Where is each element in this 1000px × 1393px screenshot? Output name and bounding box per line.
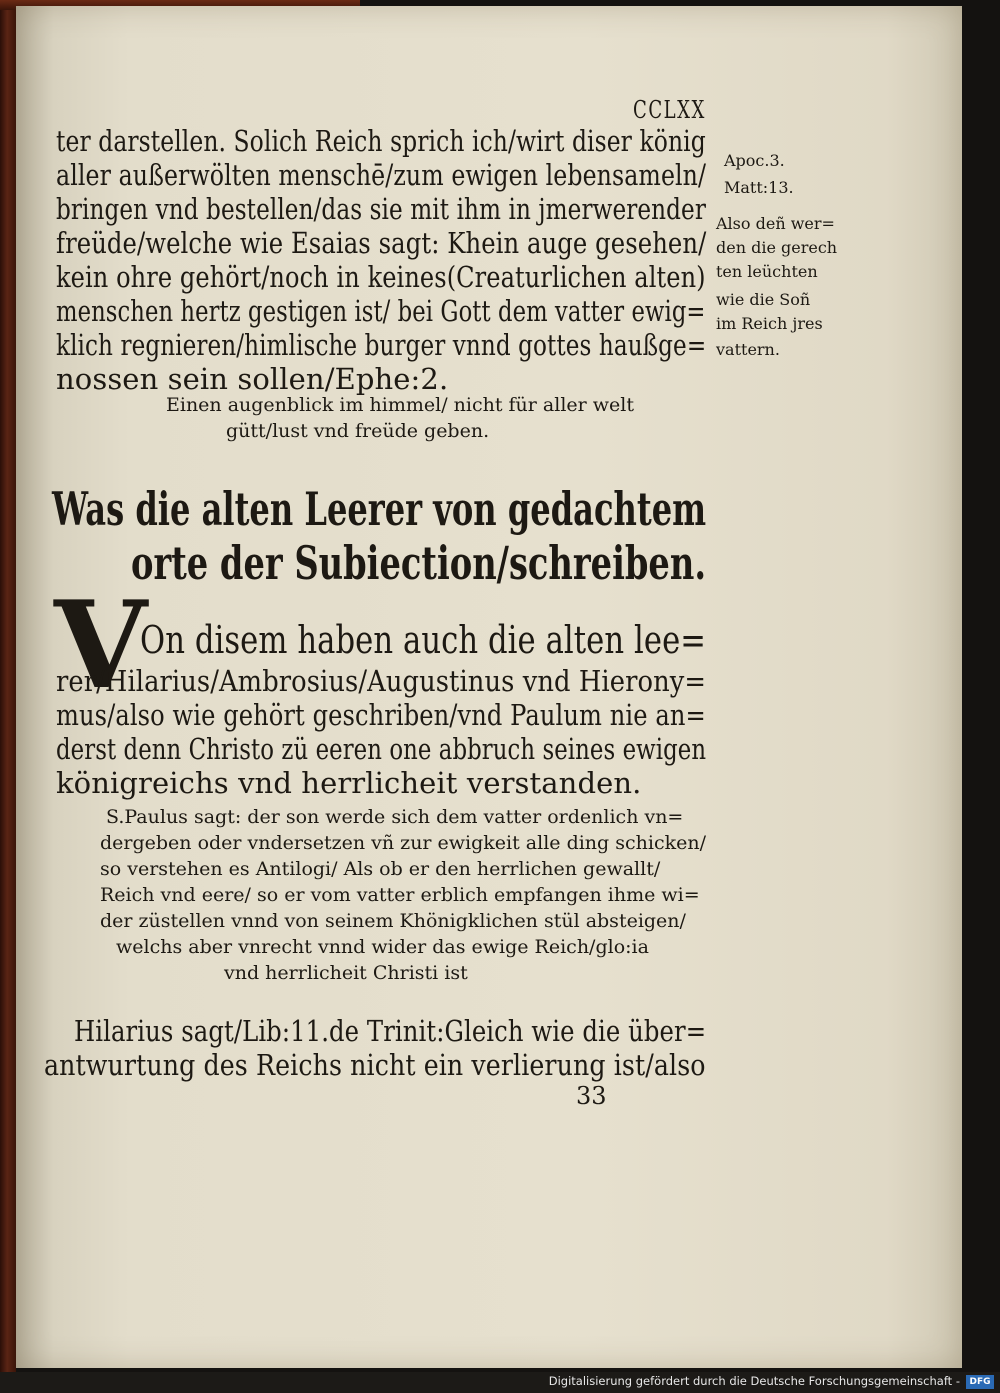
body-line: mus/also wie gehört geschriben/vnd Paulum nie an= — [56, 698, 706, 732]
note-block-line: Reich vnd eere/ so er vom vatter erblich empfangen ihme wi= — [100, 884, 700, 906]
footer-bar — [0, 1372, 1000, 1393]
book-page — [16, 6, 962, 1368]
margin-note: Also deñ wer= — [716, 214, 835, 233]
page-signature: 33 — [576, 1082, 607, 1110]
body-line: derst denn Christo zü eeren one abbruch seines ewigen — [56, 732, 707, 766]
dfg-logo-icon: DFG — [966, 1375, 994, 1389]
margin-note: wie die Soñ — [716, 290, 811, 309]
margin-note: im Reich jres — [716, 314, 823, 333]
body-line: aller außerwölten menschē/zum ewigen lebensameln/ — [56, 158, 707, 192]
body-line: Hilarius sagt/Lib:11.de Trinit:Gleich wie die über= — [74, 1014, 707, 1048]
note-block-line: so verstehen es Antilogi/ Als ob er den herrlichen gewallt/ — [100, 858, 661, 880]
short-note-line: Einen augenblick im himmel/ nicht für aller welt — [166, 394, 634, 416]
body-line: freüde/welche wie Esaias sagt: Khein auge gesehen/ — [56, 226, 707, 260]
body-line: klich regnieren/himlische burger vnnd gottes haußge= — [56, 328, 707, 362]
margin-note: den die gerech — [716, 238, 838, 257]
body-line: bringen vnd bestellen/das sie mit ihm in jmerwerender — [56, 192, 706, 226]
running-head-folio: CCLXX — [633, 96, 706, 124]
body-line: rer/Hilarius/Ambrosius/Augustinus vnd Hierony= — [56, 664, 707, 698]
margin-note: ten leüchten — [716, 262, 818, 281]
section-heading: orte der Subiection/schreiben. — [131, 536, 707, 590]
body-line: antwurtung des Reichs nicht ein verlierung ist/also — [44, 1048, 706, 1082]
paragraph-first-line: On disem haben auch die alten lee= — [140, 618, 707, 662]
funding-credit: Digitalisierung gefördert durch die Deutsche Forschungsgemeinschaft - — [548, 1374, 960, 1388]
body-line: ter darstellen. Solich Reich sprich ich/wirt diser könig — [56, 124, 706, 158]
body-line: nossen sein sollen/Ephe:2. — [56, 362, 449, 396]
note-block-line: vnd herrlicheit Christi ist — [224, 962, 468, 984]
decorated-initial: V — [54, 575, 148, 716]
note-block-line: S.Paulus sagt: der son werde sich dem vatter ordenlich vn= — [106, 806, 684, 828]
book-cover-edge — [0, 0, 16, 1372]
note-block-line: welchs aber vnrecht vnnd wider das ewige Reich/glo:ia — [116, 936, 649, 958]
body-line: kein ohre gehört/noch in keines(Creaturlichen alten) — [56, 260, 706, 294]
section-heading: Was die alten Leerer von gedachtem — [52, 482, 707, 536]
body-line: menschen hertz gestigen ist/ bei Gott dem vatter ewig= — [56, 294, 706, 328]
margin-note: Matt:13. — [724, 178, 794, 197]
note-block-line: der züstellen vnnd von seinem Khönigklichen stül absteigen/ — [100, 910, 686, 932]
margin-note: vattern. — [716, 340, 780, 359]
short-note-line: gütt/lust vnd freüde geben. — [226, 420, 490, 442]
note-block-line: dergeben oder vndersetzen vñ zur ewigkeit alle ding schicken/ — [100, 832, 706, 854]
body-line: königreichs vnd herrlicheit verstanden. — [56, 766, 642, 800]
margin-note: Apoc.3. — [724, 151, 785, 170]
